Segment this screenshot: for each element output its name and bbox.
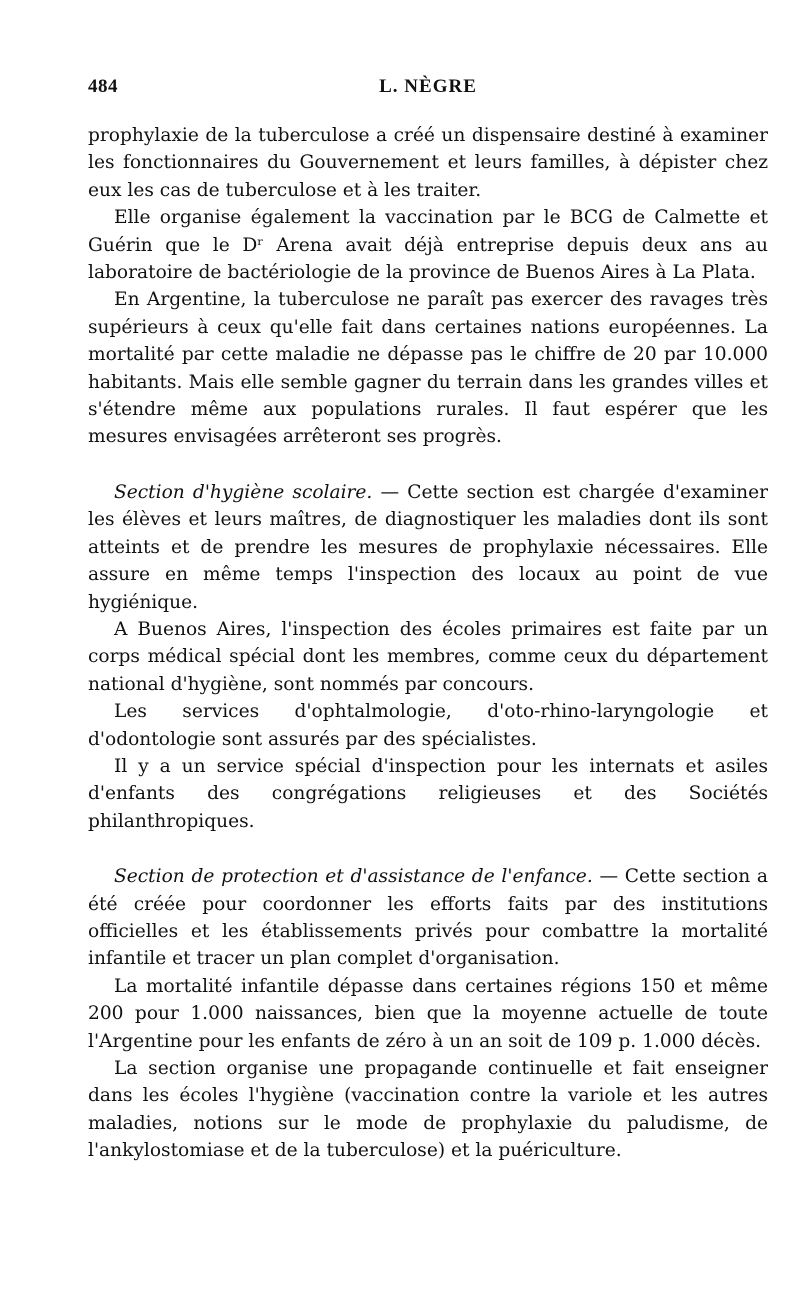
- paragraph: A Buenos Aires, l'inspection des écoles primaires est faite par un corps médical spécial dont les membres, comme ceux du département national d'hygiène, sont nommés par concours.: [88, 618, 768, 695]
- paragraph: En Argentine, la tuberculose ne paraît pas exercer des ravages très supérieurs à ceux qu'elle fait dans certaines nations européennes. La mortalité par cette maladie ne dépasse pas le chiffre de 20 par 10.000 habitants. Mais elle semble gagner du terrain dans les grandes villes et s'étendre même aux populations rurales. Il faut espérer que les mesures envisagées arrêteront ses progrès.: [88, 289, 768, 448]
- page-header: [88, 76, 768, 106]
- running-title: L. NÈGRE: [379, 76, 477, 97]
- paragraph: Elle organise également la vaccination par le BCG de Calmette et Guérin que le Dʳ Arena avait déjà entreprise depuis deux ans au laboratoire de bactériologie de la province de Buenos Aires à La Plata.: [88, 207, 768, 284]
- section-text: — Cette section a été créée pour coordonner les efforts faits par des institutions officielles et les établissements privés pour combattre la mortalité infantile et tracer un plan complet d'organisation.: [88, 866, 769, 970]
- section-paragraph-school-hygiene: [88, 479, 768, 616]
- section-gap: [88, 835, 768, 863]
- section-paragraph-child-protection: [88, 863, 768, 973]
- paragraph-continued: prophylaxie de la tuberculose a créé un dispensaire destiné à examiner les fonctionnaires du Gouvernement et leurs familles, à dépister chez eux les cas de tuberculose et à les traiter.: [88, 125, 768, 201]
- paragraph: Il y a un service spécial d'inspection pour les internats et asiles d'enfants des congrégations religieuses et des Sociétés philanthropiques.: [88, 755, 768, 832]
- section-text: — Cette section est chargée d'examiner les élèves et leurs maîtres, de diagnostiquer les maladies dont ils sont atteints et de prendre les mesures de prophylaxie nécessaires. Elle assure en même temps l'inspection des locaux au point de vue hygiénique.: [88, 481, 768, 613]
- paragraph: Les services d'ophtalmologie, d'oto-rhino-laryngologie et d'odontologie sont assurés par des spécialistes.: [88, 701, 768, 750]
- paragraph: La section organise une propagande continuelle et fait enseigner dans les écoles l'hygiène (vaccination contre la variole et les autres maladies, notions sur le mode de prophylaxie du paludisme, de l'ankylostomiase et de la tuberculose) et la puériculture.: [88, 1058, 768, 1162]
- paragraph: La mortalité infantile dépasse dans certaines régions 150 et même 200 pour 1.000 naissances, bien que la moyenne actuelle de toute l'Argentine pour les enfants de zéro à un an soit de 109 p. 1.000 décès.: [88, 975, 768, 1052]
- section-gap: [88, 451, 768, 479]
- body-text: [88, 122, 768, 1165]
- section-title-school-hygiene: Section d'hygiène scolaire.: [114, 481, 373, 503]
- section-title-child-protection: Section de protection et d'assistance de l'enfance.: [114, 866, 593, 888]
- page-number: 484: [88, 76, 118, 97]
